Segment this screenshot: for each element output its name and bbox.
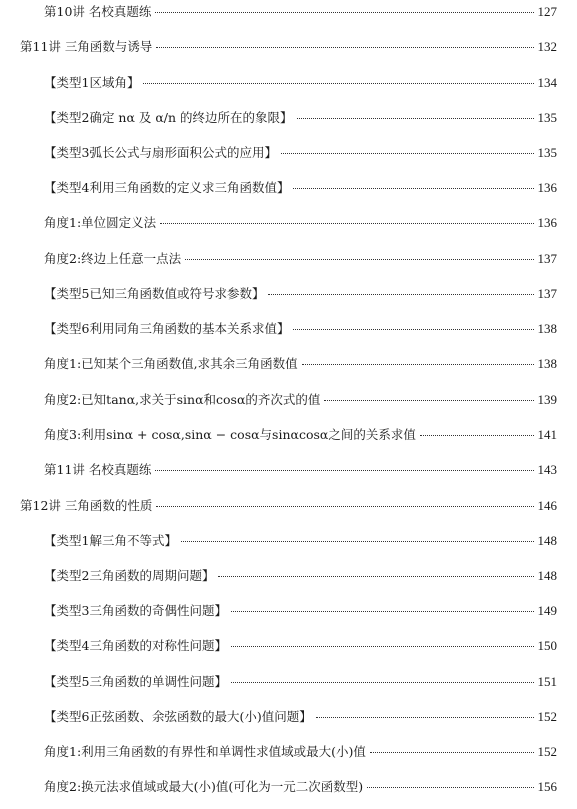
dot-leader xyxy=(367,787,533,788)
toc-page-number: 148 xyxy=(537,568,557,583)
toc-entry-title: 第12讲 三角函数的性质 xyxy=(20,498,153,513)
toc-entry-title: 【类型6正弦函数、余弦函数的最大(小)值问题】 xyxy=(44,709,312,724)
toc-chapter[interactable] xyxy=(20,39,557,57)
toc-entry[interactable] xyxy=(44,321,557,339)
toc-entry[interactable] xyxy=(44,110,557,128)
toc-page-number: 150 xyxy=(537,638,557,653)
toc-page-number: 127 xyxy=(537,4,557,19)
toc-entry[interactable] xyxy=(44,462,557,480)
toc-page-number: 139 xyxy=(537,392,557,407)
toc-entry[interactable] xyxy=(44,674,557,692)
toc-entry-title: 角度3:利用sinα + cosα,sinα − cosα与sinαcosα之间的关系求值 xyxy=(44,427,416,442)
toc-page-number: 137 xyxy=(537,286,557,301)
toc-entry-title: 【类型3三角函数的奇偶性问题】 xyxy=(44,603,227,618)
toc-page-number: 146 xyxy=(537,498,557,513)
dot-leader xyxy=(218,576,533,577)
toc-entry-title: 【类型2确定 nα 及 α/n 的终边所在的象限】 xyxy=(44,110,293,125)
toc-entry-title: 第10讲 名校真题练 xyxy=(44,4,152,19)
toc-entry-title: 【类型6利用同角三角函数的基本关系求值】 xyxy=(44,321,290,336)
toc-entry-title: 第11讲 三角函数与诱导 xyxy=(20,39,153,54)
dot-leader xyxy=(293,188,533,189)
toc-entry[interactable] xyxy=(44,4,557,22)
dot-leader xyxy=(268,294,533,295)
toc-entry[interactable] xyxy=(44,180,557,198)
dot-leader xyxy=(156,506,533,507)
toc-entry-title: 第11讲 名校真题练 xyxy=(44,462,152,477)
toc-page-number: 149 xyxy=(537,603,557,618)
dot-leader xyxy=(231,611,534,612)
toc-page-number: 134 xyxy=(537,75,557,90)
toc-page-number: 143 xyxy=(537,462,557,477)
toc-entry[interactable] xyxy=(44,286,557,304)
toc-entry[interactable] xyxy=(44,215,557,233)
toc-page-number: 152 xyxy=(537,744,557,759)
toc-entry[interactable] xyxy=(44,603,557,621)
toc-entry-title: 角度2:终边上任意一点法 xyxy=(44,251,182,266)
toc-page-number: 136 xyxy=(537,215,557,230)
toc-entry-title: 【类型5三角函数的单调性问题】 xyxy=(44,674,227,689)
toc-entry-title: 角度1:利用三角函数的有界性和单调性求值域或最大(小)值 xyxy=(44,744,366,759)
toc-entry[interactable] xyxy=(44,392,557,410)
toc-page-number: 137 xyxy=(537,251,557,266)
toc-entry-title: 角度2:换元法求值域或最大(小)值(可化为一元二次函数型) xyxy=(44,779,364,794)
toc-entry[interactable] xyxy=(44,145,557,163)
dot-leader xyxy=(185,259,533,260)
toc-entry-title: 【类型1解三角不等式】 xyxy=(44,533,177,548)
toc-entry[interactable] xyxy=(44,568,557,586)
toc-entry[interactable] xyxy=(44,251,557,269)
toc-page-number: 136 xyxy=(537,180,557,195)
toc-chapter[interactable] xyxy=(20,498,557,516)
dot-leader xyxy=(155,12,533,13)
toc-entry[interactable] xyxy=(44,779,557,797)
toc-page-number: 156 xyxy=(537,779,557,794)
dot-leader xyxy=(155,470,533,471)
toc-page-number: 152 xyxy=(537,709,557,724)
dot-leader xyxy=(281,153,534,154)
dot-leader xyxy=(297,118,534,119)
toc-entry-title: 【类型3弧长公式与扇形面积公式的应用】 xyxy=(44,145,277,160)
dot-leader xyxy=(420,435,534,436)
dot-leader xyxy=(156,47,533,48)
dot-leader xyxy=(143,83,533,84)
toc-page-number: 148 xyxy=(537,533,557,548)
toc-entry-title: 【类型4利用三角函数的定义求三角函数值】 xyxy=(44,180,290,195)
toc-page-number: 132 xyxy=(537,39,557,54)
toc-page-number: 138 xyxy=(537,356,557,371)
toc-entry[interactable] xyxy=(44,533,557,551)
toc-page-number: 151 xyxy=(537,674,557,689)
toc-entry-title: 角度1:已知某个三角函数值,求其余三角函数值 xyxy=(44,356,298,371)
toc-entry[interactable] xyxy=(44,356,557,374)
toc-entry-title: 【类型4三角函数的对称性问题】 xyxy=(44,638,227,653)
toc-page-number: 138 xyxy=(537,321,557,336)
toc-entry[interactable] xyxy=(44,638,557,656)
toc-entry[interactable] xyxy=(44,709,557,727)
toc-entry-title: 【类型5已知三角函数值或符号求参数】 xyxy=(44,286,265,301)
dot-leader xyxy=(302,364,534,365)
dot-leader xyxy=(231,682,534,683)
toc-entry[interactable] xyxy=(44,75,557,93)
toc-entry-title: 角度2:已知tanα,求关于sinα和cosα的齐次式的值 xyxy=(44,392,321,407)
toc-entry[interactable] xyxy=(44,427,557,445)
dot-leader xyxy=(160,223,533,224)
toc-entry-title: 【类型2三角函数的周期问题】 xyxy=(44,568,215,583)
dot-leader xyxy=(316,717,534,718)
dot-leader xyxy=(181,541,534,542)
toc-entry-title: 角度1:单位圆定义法 xyxy=(44,215,157,230)
dot-leader xyxy=(370,752,534,753)
toc-page-number: 141 xyxy=(537,427,557,442)
toc-page-number: 135 xyxy=(537,145,557,160)
toc-entry[interactable] xyxy=(44,744,557,762)
toc-entry-title: 【类型1区域角】 xyxy=(44,75,140,90)
dot-leader xyxy=(293,329,533,330)
dot-leader xyxy=(231,646,534,647)
toc-page-number: 135 xyxy=(537,110,557,125)
dot-leader xyxy=(324,400,533,401)
